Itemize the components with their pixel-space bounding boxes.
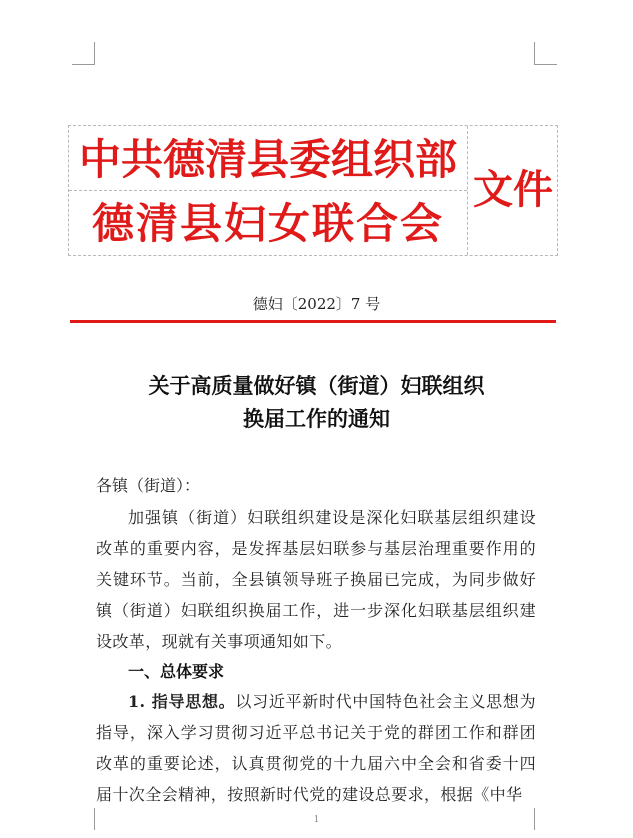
body-paragraph-2 <box>96 686 536 810</box>
issuer-org-1: 中共德清县委组织部 <box>78 135 457 184</box>
document-type-label: 文件 <box>473 166 553 213</box>
paragraph-lead: 1. 指导思想。 <box>128 692 236 711</box>
salutation: 各镇（街道）： <box>96 476 201 495</box>
crop-mark-top-left <box>72 42 95 65</box>
body-paragraph-1: 加强镇（街道）妇联组织建设是深化妇联基层组织建设改革的重要内容，是发挥基层妇联参与基层治理重要作用的关键环节。当前，全县镇领导班子换届已完成，为同步做好镇（街道）妇联组织换届工作，进一步深化妇联基层组织建设改革，现就有关事项通知如下。 <box>96 508 536 651</box>
page-number: 1 <box>313 815 320 825</box>
document-number: 德妇〔2022〕7 号 <box>252 295 381 313</box>
red-separator-rule <box>70 320 556 323</box>
header-divider-horizontal <box>69 190 467 191</box>
issuer-org-2: 德清县妇女联合会 <box>91 199 444 248</box>
paragraph-text: 以习近平新时代中国特色社会主义思想为指导，深入学习贯彻习近平总书记关于党的群团工作和群团改革的重要论述，认真贯彻党的十九届六中全会和省委十四届十次全会精神，按照新时代党的建设总要求，根据《中华 <box>96 692 536 804</box>
crop-mark-top-right <box>534 42 557 65</box>
section-heading: 一、总体要求 <box>128 662 225 681</box>
document-title-line-1: 关于高质量做好镇（街道）妇联组织 <box>148 373 485 398</box>
document-title-line-2: 换届工作的通知 <box>243 406 390 431</box>
header-divider-vertical <box>467 126 468 255</box>
